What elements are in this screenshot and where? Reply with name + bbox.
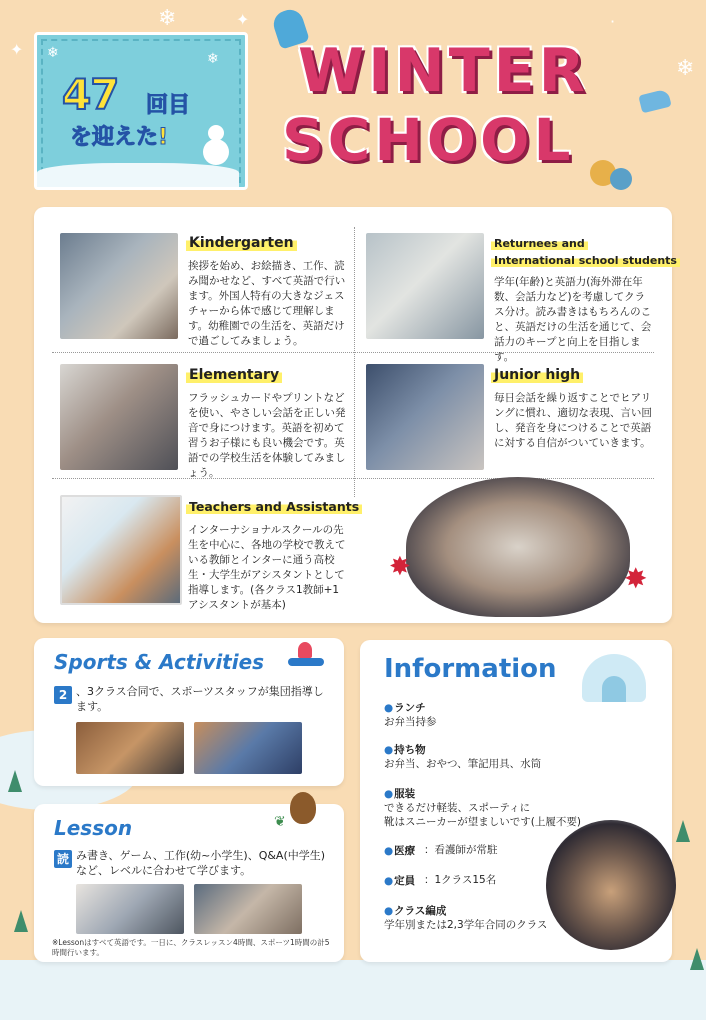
holly-icon: ❦ bbox=[274, 814, 286, 830]
skate-icon bbox=[638, 89, 671, 114]
snowflake-icon: ❄ bbox=[158, 6, 177, 31]
info-value-capacity: ：1クラス15名 bbox=[424, 874, 497, 886]
teachers-body: インターナショナルスクールの先生を中心に、各地の学校で教えている教師とインターに通う高校生・大学生がアシスタントとして指導します。(各クラス1教師+1アシスタントが基本) bbox=[188, 524, 346, 611]
sports-photo-2 bbox=[194, 722, 302, 774]
snowflake-icon: ✦ bbox=[236, 10, 250, 29]
info-label-lunch: ● ランチ bbox=[384, 700, 426, 715]
info-value-class-organization: 学年別または2,3学年合同のクラス bbox=[384, 919, 548, 931]
lesson-photo-1 bbox=[76, 884, 184, 934]
yarn-ball-icon bbox=[610, 168, 632, 190]
info-value-lunch: お弁当持参 bbox=[384, 716, 437, 728]
badge-subtitle: を迎えた! bbox=[70, 125, 169, 150]
divider bbox=[52, 478, 654, 479]
badge-number: 47 bbox=[62, 70, 119, 119]
info-value-clothing: できるだけ軽装、スポーティに 靴はスニーカーが望ましいです(上履不要) bbox=[384, 802, 581, 828]
sports-photo-1 bbox=[76, 722, 184, 774]
junior-high-photo bbox=[366, 364, 484, 470]
snowflake-icon: ❄ bbox=[47, 45, 59, 61]
lesson-card bbox=[34, 804, 344, 962]
elementary-title: Elementary bbox=[186, 367, 282, 383]
lesson-title: Lesson bbox=[54, 816, 133, 840]
lesson-photo-2 bbox=[194, 884, 302, 934]
info-label-belongings: ● 持ち物 bbox=[384, 742, 426, 757]
snowflake-icon: ✦ bbox=[10, 40, 24, 59]
snowman-icon bbox=[201, 125, 231, 169]
snow-hill bbox=[0, 960, 706, 1020]
information-title: Information bbox=[384, 654, 557, 684]
sports-title: Sports & Activities bbox=[54, 650, 265, 674]
snowflake-icon: ❄ bbox=[207, 51, 219, 67]
returnees-body: 学年(年齢)と英語力(海外滞在年数、会話力など)を考慮してクラス分け。読み書きはもちろんのこと、英語だけの生活を通じて、会話力のキープと向上を目指します。 bbox=[494, 276, 652, 363]
poinsettia-icon: ✸ bbox=[389, 552, 411, 582]
info-value-medical: ：看護師が常駐 bbox=[424, 844, 498, 856]
information-photo bbox=[546, 820, 676, 950]
teachers-photo bbox=[60, 495, 182, 605]
sports-body: 、3クラス合同で、スポーツスタッフが集団指導します。 bbox=[76, 685, 324, 713]
program-card bbox=[34, 207, 677, 623]
tree-icon bbox=[14, 910, 28, 932]
tree-icon bbox=[690, 948, 704, 970]
teachers-title: Teachers and Assistants bbox=[186, 499, 362, 514]
page-title-school: SCHOOL bbox=[282, 106, 575, 174]
page-title-winter: WINTER bbox=[298, 36, 589, 106]
returnees-title-line1: Returnees and bbox=[491, 237, 588, 250]
lesson-badge: 読 bbox=[54, 850, 72, 868]
snow-ground bbox=[37, 163, 239, 187]
junior-high-body: 毎日会話を繰り返すことでヒアリングに慣れ、適切な表現、言い回し、発音を身につけることで英語に対する自信がついていきます。 bbox=[494, 392, 652, 449]
returnees-photo bbox=[366, 233, 484, 339]
info-label-medical: ● 医療 bbox=[384, 843, 415, 858]
snowflake-icon: · bbox=[610, 12, 616, 31]
info-label-class-organization: ● クラス編成 bbox=[384, 903, 446, 918]
pinecone-icon bbox=[290, 792, 316, 824]
information-card bbox=[360, 640, 672, 962]
lesson-body: み書き、ゲーム、工作(幼~小学生)、Q&A(中学生)など、レベルに合わせて学びます。 bbox=[76, 849, 326, 877]
lesson-note: ※Lessonはすべて英語です。一日に、クラスレッスン4時間、スポーツ1時間の計5時間行います。 bbox=[52, 938, 330, 957]
returnees-title-line2: International school students bbox=[491, 254, 680, 267]
tree-icon bbox=[8, 770, 22, 792]
igloo-icon bbox=[582, 654, 646, 702]
tree-icon bbox=[676, 820, 690, 842]
badge-kai: 回目 bbox=[146, 93, 191, 118]
sports-card bbox=[34, 638, 344, 786]
group-photo bbox=[406, 477, 630, 617]
sports-badge: 2 bbox=[54, 686, 72, 704]
sled-icon bbox=[284, 642, 326, 672]
kindergarten-photo bbox=[60, 233, 178, 339]
kindergarten-body: 挨拶を始め、お絵描き、工作、読み聞かせなど、すべて英語で行います。外国人特有の大きなジェスチャーから体で感じて理解します。幼稚園での生活を、英語だけで過ごしてみましょう。 bbox=[188, 260, 346, 347]
elementary-body: フラッシュカードやプリントなどを使い、やさしい会話を正しい発音で身につけます。英語を初めて習うお子様にも良い機会です。英語での学校生活を体験してみましょう。 bbox=[188, 392, 346, 479]
snowflake-icon: ❄ bbox=[676, 56, 695, 81]
info-label-clothing: ● 服装 bbox=[384, 786, 415, 801]
divider bbox=[354, 227, 355, 497]
poinsettia-icon: ✸ bbox=[624, 562, 648, 595]
kindergarten-title: Kindergarten bbox=[186, 235, 297, 251]
info-label-capacity: ● 定員 bbox=[384, 873, 415, 888]
elementary-photo bbox=[60, 364, 178, 470]
junior-high-title: Junior high bbox=[491, 367, 583, 383]
info-value-belongings: お弁当、おやつ、筆記用具、水筒 bbox=[384, 758, 542, 770]
